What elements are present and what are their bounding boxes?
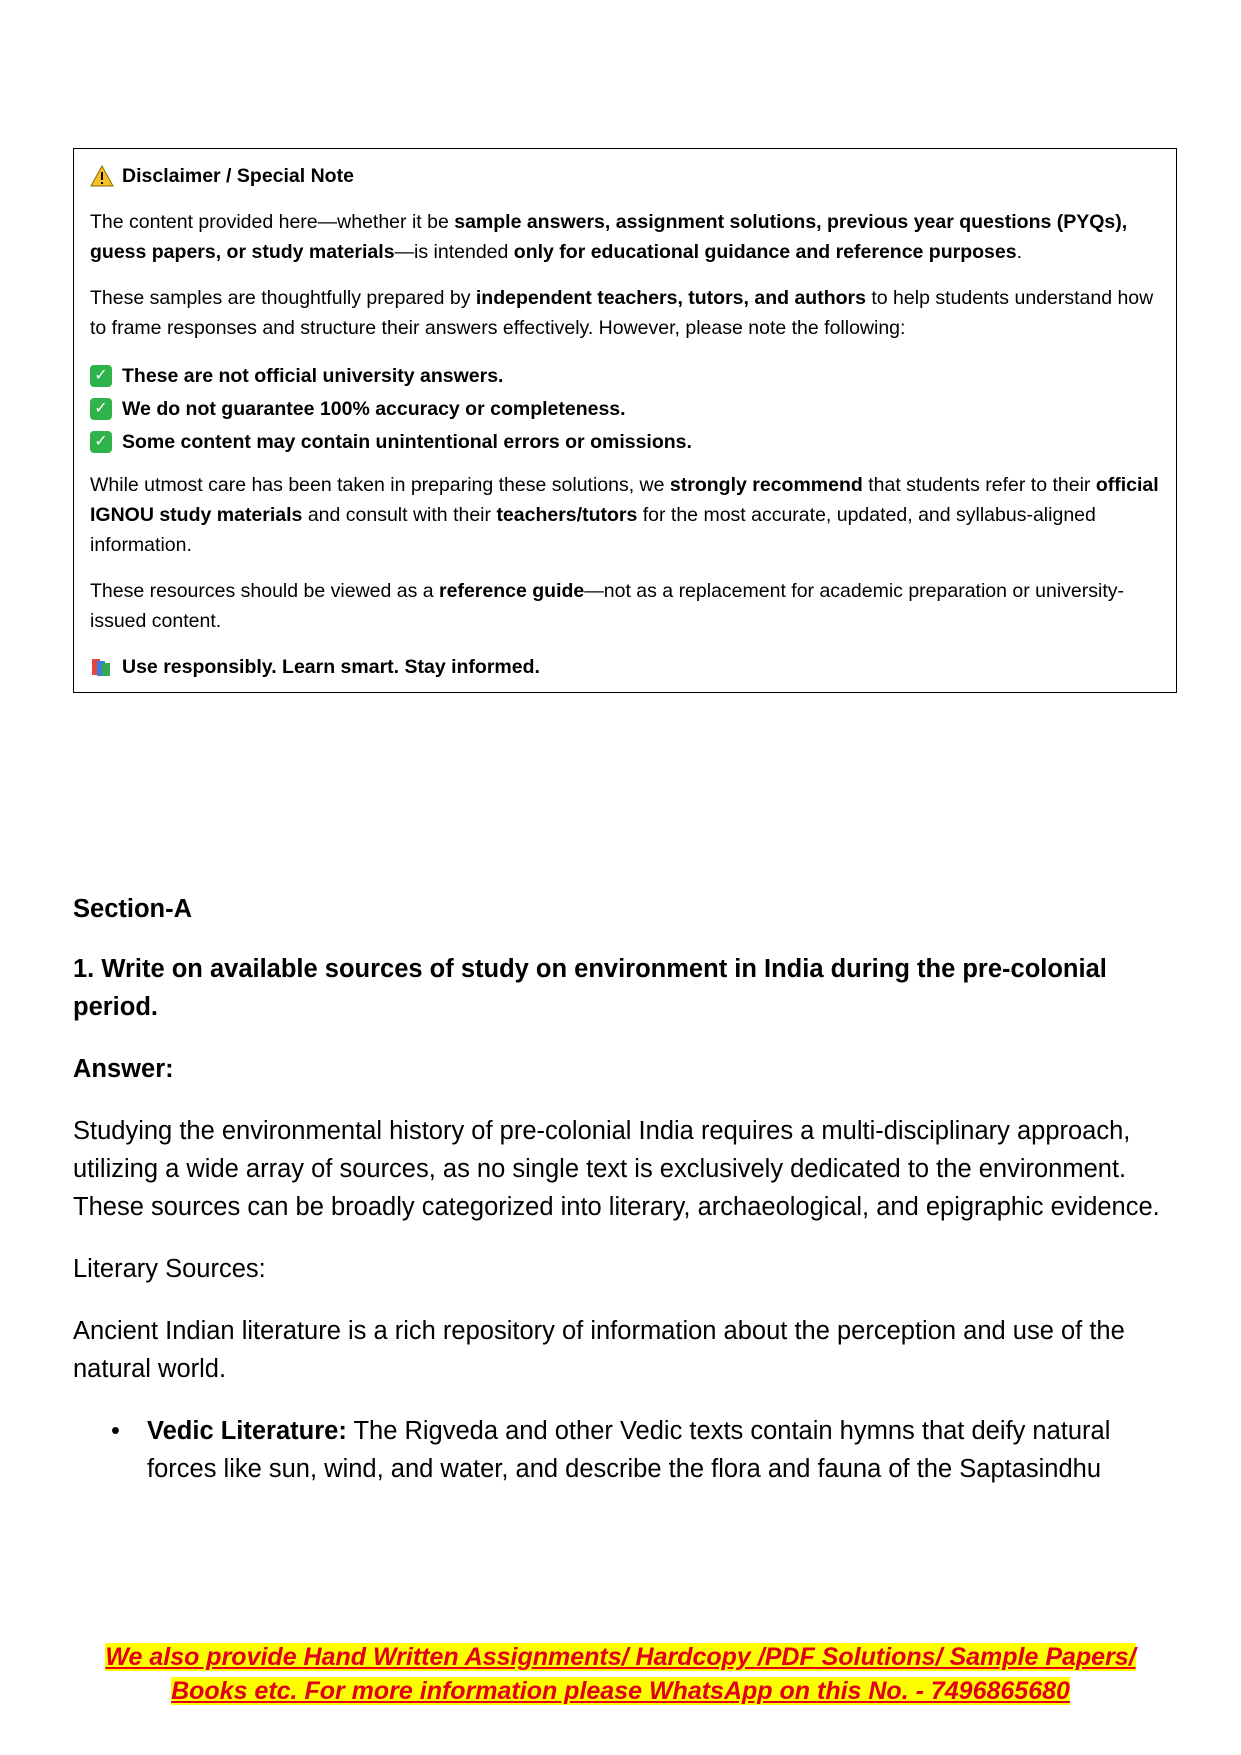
check-list bbox=[90, 359, 1160, 458]
bold-text: official IGNOU study materials bbox=[90, 474, 1159, 526]
check-item bbox=[90, 359, 1160, 392]
disclaimer-footer bbox=[90, 652, 1160, 682]
check-item-label: We do not guarantee 100% accuracy or completeness. bbox=[122, 397, 626, 420]
text: —not as a replacement for academic preparation or university-issued content. bbox=[90, 580, 1125, 632]
check-icon: ✓ bbox=[90, 365, 112, 387]
text: These samples are thoughtfully prepared by bbox=[90, 287, 476, 309]
literary-intro: Ancient Indian literature is a rich repository of information about the perception and use of the natural world. bbox=[73, 1317, 1125, 1383]
check-item bbox=[90, 392, 1160, 425]
text: to help students understand how to frame responses and structure their answers effectively. However, please note the following: bbox=[90, 287, 1154, 339]
disclaimer-paragraph-3 bbox=[90, 470, 1160, 560]
section-heading: Section-A bbox=[73, 895, 193, 923]
promo-line-1: We also provide Hand Written Assignments/ Hardcopy /PDF Solutions/ Sample Papers/ bbox=[105, 1643, 1136, 1671]
text: While utmost care has been taken in preparing these solutions, we bbox=[90, 474, 670, 496]
promo-line-2: Books etc. For more information please WhatsApp on this No. - 7496865680 bbox=[171, 1677, 1070, 1705]
bold-text: reference guide bbox=[439, 580, 585, 602]
bullet-title: Vedic Literature: bbox=[147, 1417, 347, 1445]
bold-text: teachers/tutors bbox=[496, 504, 638, 526]
disclaimer-footer-text: Use responsibly. Learn smart. Stay informed. bbox=[122, 656, 540, 678]
answer-label: Answer: bbox=[73, 1055, 174, 1083]
books-icon bbox=[90, 656, 112, 678]
disclaimer-box bbox=[73, 148, 1177, 693]
check-item-label: Some content may contain unintentional errors or omissions. bbox=[122, 430, 692, 453]
bullet-text: The Rigveda and other Vedic texts contain hymns that deify natural forces like sun, wind, and water, and describe the flora and fauna of the Saptasindhu bbox=[147, 1417, 1111, 1483]
disclaimer-title: Disclaimer / Special Note bbox=[122, 165, 354, 187]
bullet-list bbox=[73, 1412, 1173, 1488]
text: . bbox=[1016, 241, 1023, 263]
warning-icon bbox=[90, 165, 114, 187]
bold-text: strongly recommend bbox=[669, 474, 863, 496]
disclaimer-paragraph-2 bbox=[90, 283, 1160, 343]
promo-banner bbox=[0, 1640, 1241, 1708]
check-icon: ✓ bbox=[90, 398, 112, 420]
check-item-label: These are not official university answers. bbox=[122, 364, 504, 387]
question-text: 1. Write on available sources of study on environment in India during the pre-colonial period. bbox=[73, 955, 1107, 1021]
text: for the most accurate, updated, and syllabus-aligned information. bbox=[90, 504, 1096, 556]
check-icon: ✓ bbox=[90, 431, 112, 453]
text: These resources should be viewed as a bbox=[90, 580, 440, 602]
disclaimer-paragraph-4 bbox=[90, 576, 1160, 636]
text: —is intended bbox=[394, 241, 514, 263]
list-item bbox=[111, 1412, 1173, 1488]
disclaimer-title-row bbox=[90, 161, 1160, 191]
bullet-dot: • bbox=[111, 1417, 120, 1445]
bold-text: only for educational guidance and reference purposes bbox=[513, 241, 1017, 263]
bold-text: sample answers, assignment solutions, previous year questions (PYQs), guess papers, or study materials bbox=[90, 211, 1128, 263]
intro-paragraph: Studying the environmental history of pre-colonial India requires a multi-disciplinary approach, utilizing a wide array of sources, as no single text is exclusively dedicated to the environment. These sources can be broadly categorized into literary, archaeological, and epigraphic evidence. bbox=[73, 1117, 1160, 1221]
text: and consult with their bbox=[302, 504, 497, 526]
literary-heading: Literary Sources: bbox=[73, 1255, 266, 1283]
main-content bbox=[73, 890, 1173, 1488]
bold-text: independent teachers, tutors, and authors bbox=[475, 287, 866, 309]
check-item bbox=[90, 425, 1160, 458]
text: that students refer to their bbox=[862, 474, 1096, 496]
disclaimer-paragraph-1 bbox=[90, 207, 1160, 267]
text: The content provided here—whether it be bbox=[90, 211, 455, 233]
